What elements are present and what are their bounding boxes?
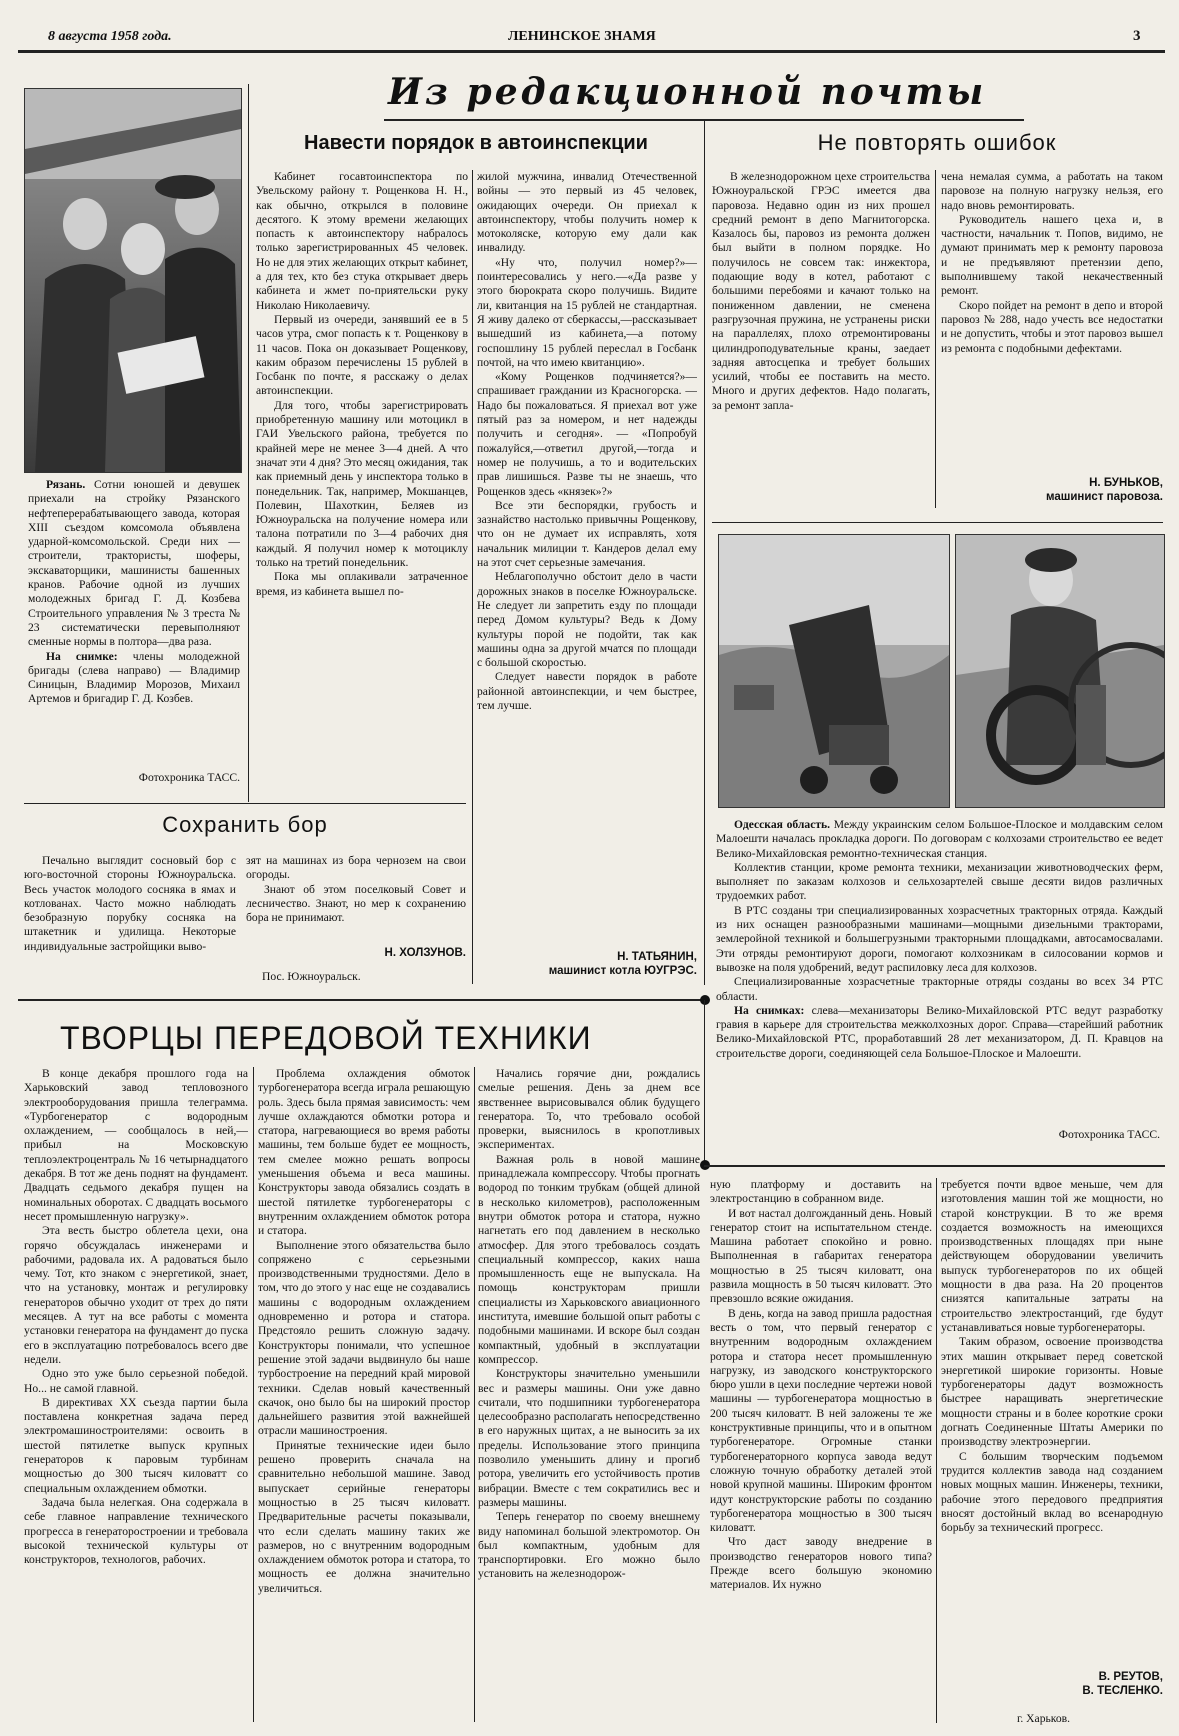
article-errors-signature: [941, 476, 1163, 504]
article-rule: [24, 803, 466, 804]
paragraph: Выполнение этого обязательства было сопряжено с серьезными производственными трудностями. Дело в том, что до этого у нас еще не создавались машины с водородным охлаждением одновременно и ротора и статора. Предстояло решить сложную задачу. Конструкторы понимали, что успешное решение этой задачи выдвинуло бы наше турбостроение на передний край мировой техники. Сделав новый качественный скачок, оно было бы на широкий простор дальнейшего развития этой важнейшей отрасли машиностроения.: [258, 1238, 470, 1438]
column-rule: [704, 120, 705, 985]
photo1-caption-lead: Рязань.: [46, 478, 86, 491]
paragraph: С большим творческим подъемом трудится коллектив завода над созданием новых мощных машин. Инженеры, техники, рабочие этого передового предприятия вносят достойный вклад во всенародную борьбу за технический прогресс.: [941, 1449, 1163, 1535]
paragraph: В железнодорожном цехе строительства Южноуральской ГРЭС имеется два паровоза. Недавно один из них прошел средний ремонт в депо Магнитогорска. Казалось бы, паровоз из ремонта должен был выйти в полном порядке. Но получилось не совсем так: инжектора, подающие воду в котел, работают с большими перебоями и качают только на пониженном давлении, не сменена разгрузочная пружина, не устранены риски на параллелях, плохо отремонтированы цилиндроподувательные краны, заедает задняя автосцепка и требует больших усилий, чтобы ее поставить на место. Много и других дефектов. Надо полагать, за ремонт запла-: [712, 170, 930, 412]
article-bor-col2: [246, 854, 466, 950]
article-tech-col4: [710, 1178, 932, 1728]
article-tech-title: ТВОРЦЫ ПЕРЕДОВОЙ ТЕХНИКИ: [60, 1020, 592, 1056]
article-auto-signature: [477, 950, 697, 978]
paragraph: Эта весть быстро облетела цехи, она горячо обсуждалась инженерами и рабочими, радовала их. А радоваться было чему. Тот, кто знаком с энергетикой, знает, что на установку, монтаж и регулировку генераторов обычно уходит от трех до пяти месяцев. А тут на все работы с момента установки генератора на фундамент до пуска его в эксплуатацию потребовалось всего две недели.: [24, 1224, 248, 1366]
paragraph: Пока мы оплакивали затраченное время, из кабинета вышел по-: [256, 570, 468, 598]
paragraph: Теперь генератор по своему внешнему виду напоминал большой электромотор. Он был компактным, удобным для транспортировки. Его можно было установить на железнодорож-: [478, 1510, 700, 1581]
article-bor-title: Сохранить бор: [162, 812, 328, 837]
paragraph: Проблема охлаждения обмоток турбогенератора всегда играла решающую роль. Здесь была прямая зависимость: чем лучше охлаждаются обмотки ротора и статора, нагревающиеся во время работы машины, тем больше будет ее мощность, тем смелее можно решать вопросы уменьшения объема и веса машины. Конструкторы завода обязались создать в шестой пятилетке турбогенераторы с внутренним охлаждением обмоток ротора и статора.: [258, 1067, 470, 1238]
paragraph: «Кому Рощенков подчиняется?»—спрашивает граждании из Красногорска. — Надо бы пожаловаться. Я приехал вот уже пятый раз за номером, и нет надежды получить и сегодня». — «Попробуй пожалуйся,—ответил другой,—тогда и номер не получишь, а то и водительских прав лишишься. Разве ты не знаешь, что Рощенков здесь «князек»?»: [477, 370, 697, 498]
column-rule: [248, 84, 249, 802]
photo2-onphoto-body: слева—механизаторы Велико-Михайловской РТС ведут разработку гравия в карьере для строительства межколхозных дорог. Справа—старейший работник Велико-Михайловской РТС, проработавший 28 лет механизатором, Д. П. Кравцов на строительстве дороги, соединяющей села Большое-Плоское и Малоешти.: [716, 1003, 1163, 1060]
paragraph: В конце декабря прошлого года на Харьковский завод тепловозного электрооборудования пришла телеграмма. «Турбогенератор с водородным охлаждением, — сообщалось в ней,— прибыл на Московскую теплоэлектроцентраль № 16 четырнадцатого декабря. В тот же день поднят на фундамент. Двадцать седьмого декабря пущен на номинальных оборотах. С двадцать восьмого несет промышленную нагрузку».: [24, 1067, 248, 1223]
column-rule: [936, 1178, 937, 1723]
column-rule: [253, 1067, 254, 1722]
signature-name: В. ТЕСЛЕНКО.: [1082, 1685, 1163, 1697]
article-auto-title: Навести порядок в автоинспекции: [304, 132, 648, 154]
paragraph: Конструкторы значительно уменьшили вес и размеры машины. Они уже давно считали, что подшипники турбогенератора целесообразно располагать непосредственно в его наружных щитах, а не выносить за их пределы. Использование этого принципа позволило уменьшить длину и прогиб ротора, увеличить его устойчивость против вибрации. Вместе с тем сократились вес и размеры машины.: [478, 1367, 700, 1509]
signature-role: машинист котла ЮУГРЭС.: [548, 965, 697, 977]
photo2-caption-body: Между украинским селом Большое-Плоское и молдавским селом Малоешти началась прокладка дороги. По договорам с колхозами строительство ее ведет Велико-Михайловская ремонтно-техническая станция.: [716, 818, 1163, 860]
paragraph: ную платформу и доставить на электростанцию в собранном виде.: [710, 1178, 932, 1206]
paragraph: Для того, чтобы зарегистрировать приобретенную машину или мотоцикл в ГАИ Увельского района, требуется по крайней мере не менее 3—4 дней. А что значат эти 4 дня? Это месяц ожидания, так как приемный день у инспектора только в понедельник. Так, например, Мокшанцев, Полевин, Шахоткин, Беляев из Южноуральска на получение номера или талона потратили по 3—4 рабочих дня каждый. Я получил номер к мотоциклу только на третий понедельник.: [256, 398, 468, 570]
photo2-caption-lead: Одесская область.: [734, 818, 831, 831]
article-bor-col1: [24, 854, 236, 986]
article-rule: [704, 1165, 1165, 1167]
paragraph: В директивах XX съезда партии была поставлена конкретная задача перед электромашиностроителями: освоить в шестой пятилетке выпуск крупных генераторов к паровым турбинам мощностью до 300 тысяч киловатт со специальным охлаждением обмотки.: [24, 1395, 248, 1495]
paragraph: «Ну что, получил номер?»—поинтересовались у него.—«Да разве у этого бюрократа скоро получишь. Видите ли, квитанция на 15 рублей не стандартная. Я живу далеко от сберкассы,—рассказывает вышедший из кабинета,—а потому госпошлину 15 рублей переслал в Госбанк почтой, на что имею квитанцию».: [477, 255, 697, 369]
paragraph: Принятые технические идеи было решено проверить сначала на сравнительно небольшой машине. Завод выпускает серийные генераторы мощностью в 25 тысяч киловатт. Предварительные расчеты показывали, что если сделать машину таких же размеров, но с внутренним водородным охлаждением обмоток ротора и статора, то мощность ее должна значительно увеличиться.: [258, 1438, 470, 1595]
photo1-caption: [28, 478, 240, 718]
article-rule: [18, 999, 708, 1001]
paragraph: чена немалая сумма, а работать на таком паровозе на полную нагрузку нельзя, его надо вновь ремонтировать.: [941, 170, 1163, 212]
newspaper-name: ЛЕНИНСКОЕ ЗНАМЯ: [508, 29, 656, 44]
column-rule: [474, 1067, 475, 1722]
article-tech-place: г. Харьков.: [1016, 1712, 1070, 1725]
article-tech-col3: [478, 1067, 700, 1727]
paragraph: Печально выглядит сосновый бор с юго-восточной стороны Южноуральска. Весь участок молодого сосняка в ямах и котлованах. Часто можно наблюдать безобразную порубку сосняка на штакетник и удилища. Некоторые индивидуальные застройщики выво-: [24, 854, 236, 953]
paragraph: Начались горячие дни, рождались смелые решения. День за днем все явственнее вырисовывался облик будущего генератора. То, что требовало особой проверки, выяснилось в кропотливых экспериментах.: [478, 1067, 700, 1152]
signature-name: В. РЕУТОВ,: [1098, 1671, 1163, 1683]
photo-kravtsov-road: [955, 534, 1165, 808]
paragraph: Специализированные хозрасчетные тракторные отряды созданы во всех 34 РТС области.: [716, 975, 1163, 1003]
paragraph: Все эти беспорядки, грубость и зазнайство настолько привычны Рощенкову, что он не думает их исправлять, хотя начальник милиции т. Кандеров делал ему на этот счет серьезные замечания.: [477, 498, 697, 570]
article-auto-col2: [477, 170, 697, 950]
photo1-caption-body: Сотни юношей и девушек приехали на стройку Рязанского нефтеперерабатывающего завода, которая XIII съездом комсомола объявлена ударной-комсомольской. Среди них — строители, трактористы, шоферы, экскаваторщики, машинисты башенных кранов. Рабочие одной из лучших молодежных бригад Г. Д. Козбева Строительного управления № 3 треста № 23 систематически перевыполняют сменные нормы в полтора—два раза.: [28, 478, 240, 649]
article-rule: [712, 522, 1163, 523]
article-auto-col1: [256, 170, 468, 786]
paragraph: Следует навести порядок в работе районной автоинспекции, и чем быстрее, тем лучше.: [477, 670, 697, 712]
photo-workers-ryazan: [24, 88, 242, 473]
signature-name: Н. БУНЬКОВ,: [1089, 477, 1163, 489]
article-bor-signature: Н. ХОЛЗУНОВ.: [384, 947, 466, 959]
photo2-credit: Фотохроника ТАСС.: [1058, 1128, 1160, 1141]
signature-role: машинист паровоза.: [1046, 491, 1163, 503]
paragraph: Что даст заводу внедрение в производство генераторов нового типа? Прежде всего большую экономию материалов. Их нужно: [710, 1535, 932, 1592]
paragraph: Задача была нелегкая. Она содержала в себе главное направление технического прогресса в генераторостроении и требовала высокой технической культуры от конструкторов, технологов, рабочих.: [24, 1495, 248, 1567]
photo1-onphoto-body: члены молодежной бригады (слева направо) — Владимир Синицын, Владимир Морозов, Михаил Артемов и бригадир Г. Д. Козбев.: [28, 649, 240, 706]
photo1-onphoto-lead: На снимке:: [46, 649, 118, 663]
paragraph: Одно это уже было серьезной победой. Но... не самой главной.: [24, 1367, 248, 1395]
paragraph: В день, когда на завод пришла радостная весть о том, что первый генератор с внутренним водородным охлаждением ротора и статора несет промышленную нагрузку, из заводского конструкторского бюро ушли в цехи последние чертежи новой машины — турбогенератора мощностью в 200 тысяч киловатт. В ней заложены те же конструктивные принципы, что и в опытном турбогенераторе. Огромные станки турбогенераторного корпуса завода ведут сложную точную обработку деталей этой новой крупной машины. Широким фронтом идут конструкторские работы по созданию турбогенератора мощностью в 300 тысяч киловатт.: [710, 1306, 932, 1535]
paragraph: Скоро пойдет на ремонт в депо и второй паровоз № 288, надо учесть все недостатки и не допустить, чтобы и этот паровоз вышел из ремонта с подобными дефектами.: [941, 298, 1163, 355]
paragraph: И вот настал долгожданный день. Новый генератор стоит на испытательном стенде. Машина работает спокойно и ровно. Выполненная в габаритах генератора мощностью в 25 тысяч киловатт, она развила мощность в 50 тысяч киловатт. Это превзошло всякие ожидания.: [710, 1206, 932, 1306]
photo2-onphoto-lead: На снимках:: [734, 1003, 805, 1017]
masthead-rule: [18, 50, 1165, 53]
paragraph: зят на машинах из бора чернозем на свои огороды.: [246, 854, 466, 882]
article-errors-col2: [941, 170, 1163, 475]
issue-date: 8 августа 1958 года.: [48, 29, 172, 44]
article-errors-col1: [712, 170, 930, 510]
paragraph: В РТС созданы три специализированных хозрасчетных тракторных отряда. Каждый из них оснащен разнообразными машинами—мощными дизельными тракторами, землеройной техникой и большегрузными тракторными площадками, автосамосвалами. Эти отряды ремонтируют дороги, помогают колхозникам в силосовании кормов и вывозке на поля удобрений, ведут распиловку леса для колхозов.: [716, 903, 1163, 974]
paragraph: Коллектив станции, кроме ремонта техники, механизации животноводческих ферм, выполняет по заказам колхозов и сельхозартелей свыше десяти видов различных трудоемких работ.: [716, 860, 1163, 903]
signature-name: Н. ТАТЬЯНИН,: [617, 951, 697, 963]
paragraph: Первый из очереди, занявший ее в 5 часов утра, смог попасть к т. Рощенкову в 11 часов. Пока он доказывает Рощенкову, каким образом перечислены 15 рублей в Госбанк по почте, я расскажу о делах автоинспекции.: [256, 312, 468, 398]
column-rule: [704, 1000, 705, 1166]
article-tech-col5: [941, 1178, 1163, 1660]
photo2-caption: [716, 818, 1163, 1118]
section-title: Из редакционной почты: [388, 71, 987, 113]
article-tech-col2: [258, 1067, 470, 1727]
rule-dot: [700, 995, 710, 1005]
paragraph: жилой мужчина, инвалид Отечественной войны — это первый из 45 человек, ожидающих очереди. Он приехал к автоинспектору, чтобы получить номер к мотоколяске, которую ему дали как инвалиду.: [477, 170, 697, 255]
photo1-credit: Фотохроника ТАСС.: [138, 771, 240, 784]
article-tech-col1: [24, 1067, 248, 1727]
paragraph: Знают об этом поселковый Совет и лесничество. Знают, но мер к сохранению бора не принимают.: [246, 882, 466, 925]
article-errors-title: Не повторять ошибок: [817, 130, 1057, 155]
column-rule: [472, 170, 473, 984]
paragraph: Руководитель нашего цеха и, в частности, начальник т. Попов, видимо, не думают принимать мер к ремонту паровоза и не предъявляют претензии депо, выполнившему такой некачественный ремонт.: [941, 212, 1163, 298]
paragraph: Неблагополучно обстоит дело в части дорожных знаков в поселке Южноуральске. Не следует ли запретить езду по площади перед Домом культуры? Ведь к Дому культуры порой не подойти, так как машины одна за другой мчатся по площади с большой скоростью.: [477, 570, 697, 670]
paragraph: Важная роль в новой машине принадлежала компрессору. Чтобы прогнать водород по тонким трубкам (общей длиной в несколько километров), расположенным внутри обмоток ротора и статора, нужно нагнетать его под давлением в несколько атмосфер. Для этого требовалось создать специальный компрессор, каких наша промышленность еще не выпускала. На помощь конструкторам пришли специалисты из Харьковского авиационного института, имевшие большой опыт работы с подобными машинами. И вскоре был создан компактный, удобный в эксплуатации компрессор.: [478, 1152, 700, 1366]
photo-gravel-quarry: [718, 534, 950, 808]
paragraph: требуется почти вдвое меньше, чем для изготовления машин той же мощности, но старой конструкции. В то же время создается возможность на имеющихся производственных площадях при ныне действующем оборудовании увеличить выпуск турбогенераторов по их общей мощности в два раза. На 20 процентов снизятся капитальные затраты на строительство электростанций, где будут устанавливаться новые турбогенераторы.: [941, 1178, 1163, 1334]
page-number: 3: [1133, 28, 1141, 44]
paragraph: Кабинет госавтоинспектора по Увельскому району т. Рощенкова Н. Н., как обычно, открылся в половине десятого. К этому времени желающих попасть к автоинспектору набралось только зарегистрированных 45 человек. Но не для этих желающих открыт кабинет, а для тех, кто без стука открывает дверь кабинета и жмет по-приятельски руку Николаю Николаевичу.: [256, 170, 468, 312]
paragraph: Таким образом, освоение производства этих машин открывает перед советской энергетикой широкие горизонты. Новые турбогенераторы дадут возможность быстрее наращивать энергетические мощности страны и в более короткие сроки догнать Соединенные Штаты Америки по производству электроэнергии.: [941, 1335, 1163, 1449]
article-bor-place: Пос. Южноуральск.: [262, 970, 361, 983]
column-rule: [935, 170, 936, 508]
article-tech-signature: [941, 1670, 1163, 1698]
